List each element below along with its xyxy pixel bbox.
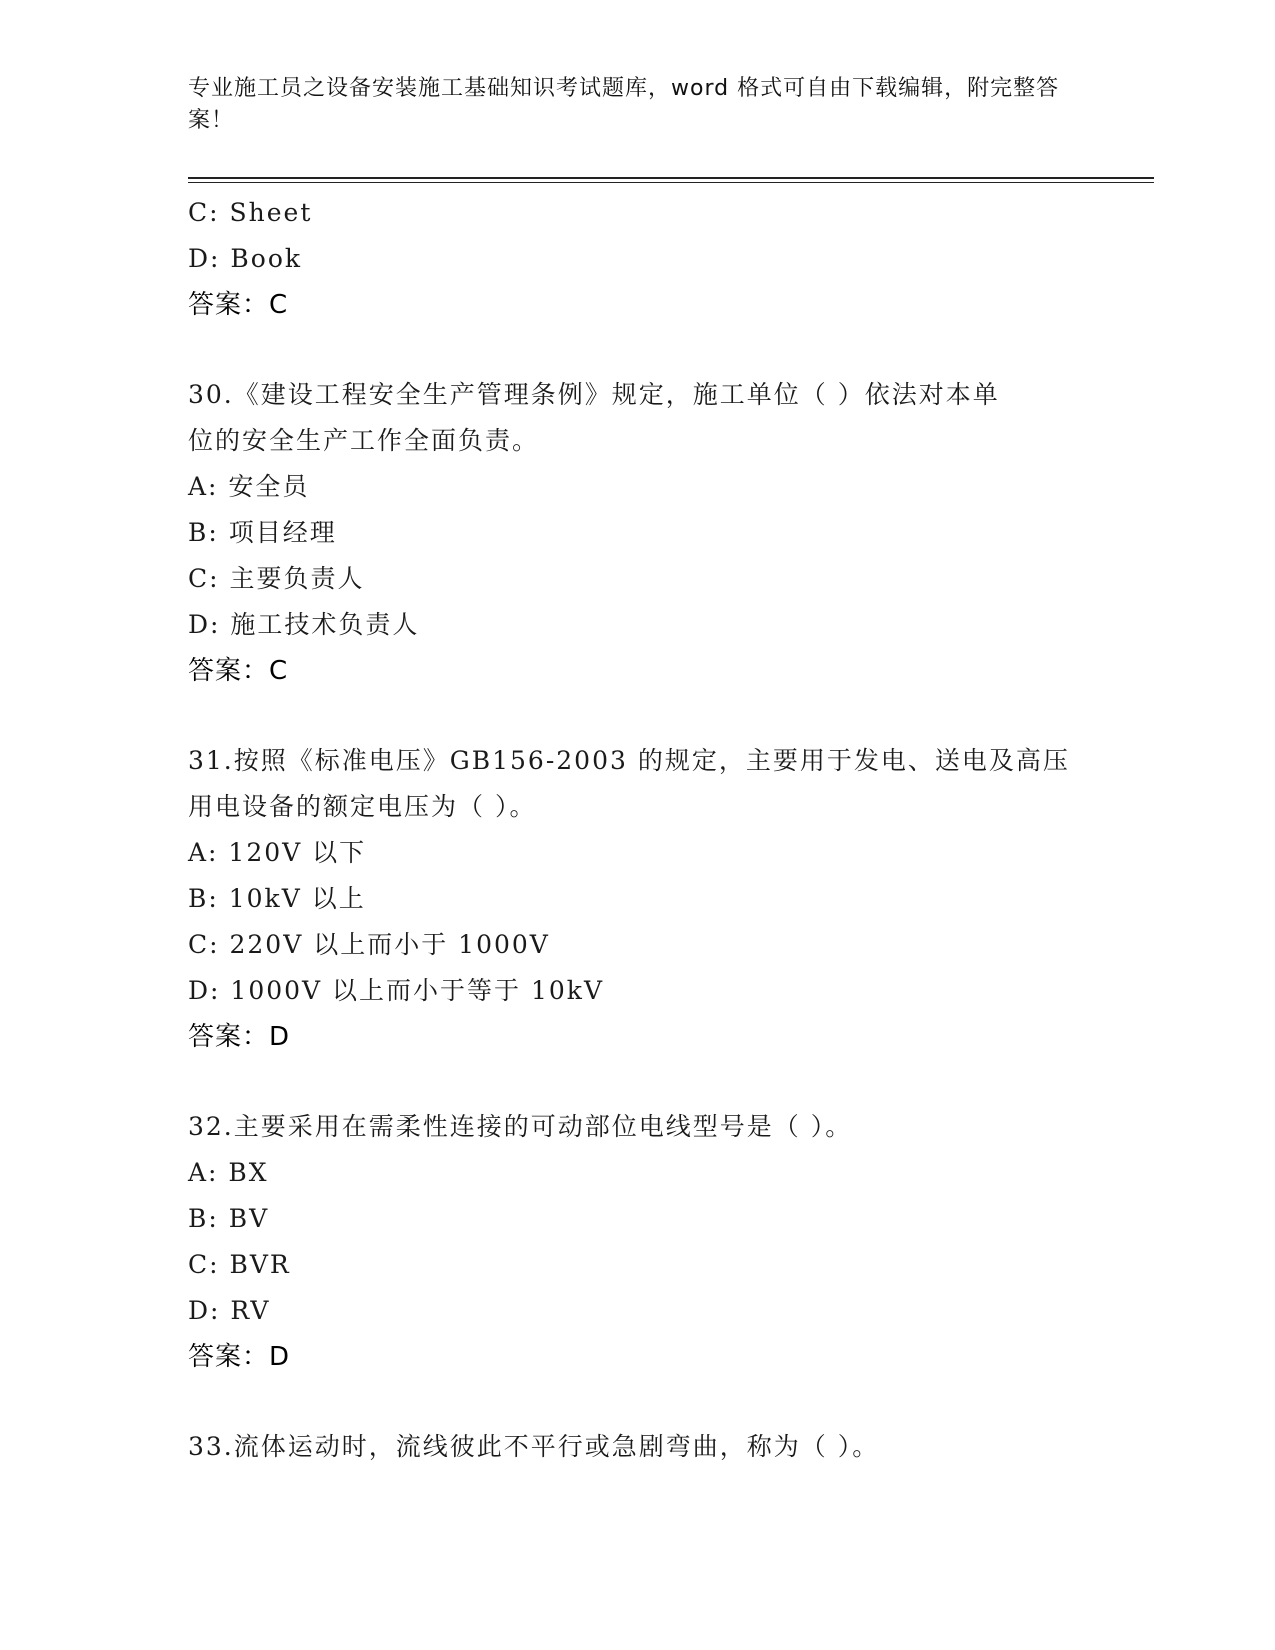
answer-line: 答案：D [188,1342,291,1372]
question-text: 用电设备的额定电压为（ ）。 [188,792,537,821]
option-d: D: 施工技术负责人 [188,610,420,639]
question-text: 30.《建设工程安全生产管理条例》规定，施工单位（ ）依法对本单 [188,380,1000,409]
option-a: A: 120V 以下 [188,838,367,867]
option-b: B: 10kV 以上 [188,884,366,913]
question-text: 32.主要采用在需柔性连接的可动部位电线型号是（ ）。 [188,1112,853,1141]
option-b: B: BV [188,1204,270,1233]
question-33 [188,1424,1078,1470]
option-d: D: RV [188,1296,271,1325]
document-header: 专业施工员之设备安装施工基础知识考试题库，word 格式可自由下载编辑，附完整答案！ [188,76,1060,133]
option-c: C: BVR [188,1250,291,1279]
question-31 [188,738,1078,1060]
option-c: C: Sheet [188,198,313,227]
option-d: D: Book [188,244,303,273]
option-d: D: 1000V 以上而小于等于 10kV [188,976,604,1005]
question-text: 31.按照《标准电压》GB156-2003 的规定，主要用于发电、送电及高压 [188,746,1070,775]
question-30 [188,372,1078,694]
option-c: C: 主要负责人 [188,564,365,593]
question-32 [188,1104,1078,1380]
question-text: 位的安全生产工作全面负责。 [188,426,540,455]
option-b: B: 项目经理 [188,518,337,547]
question-text: 33.流体运动时，流线彼此不平行或急剧弯曲，称为（ ）。 [188,1432,880,1461]
header-rule-thick [188,177,1154,179]
answer-line: 答案：C [188,656,289,686]
option-a: A: 安全员 [188,472,310,501]
header-rule-thin [188,182,1154,183]
option-c: C: 220V 以上而小于 1000V [188,930,550,959]
answer-line: 答案：C [188,290,289,320]
question-body [188,190,1078,1470]
option-a: A: BX [188,1158,269,1187]
answer-line: 答案：D [188,1022,291,1052]
